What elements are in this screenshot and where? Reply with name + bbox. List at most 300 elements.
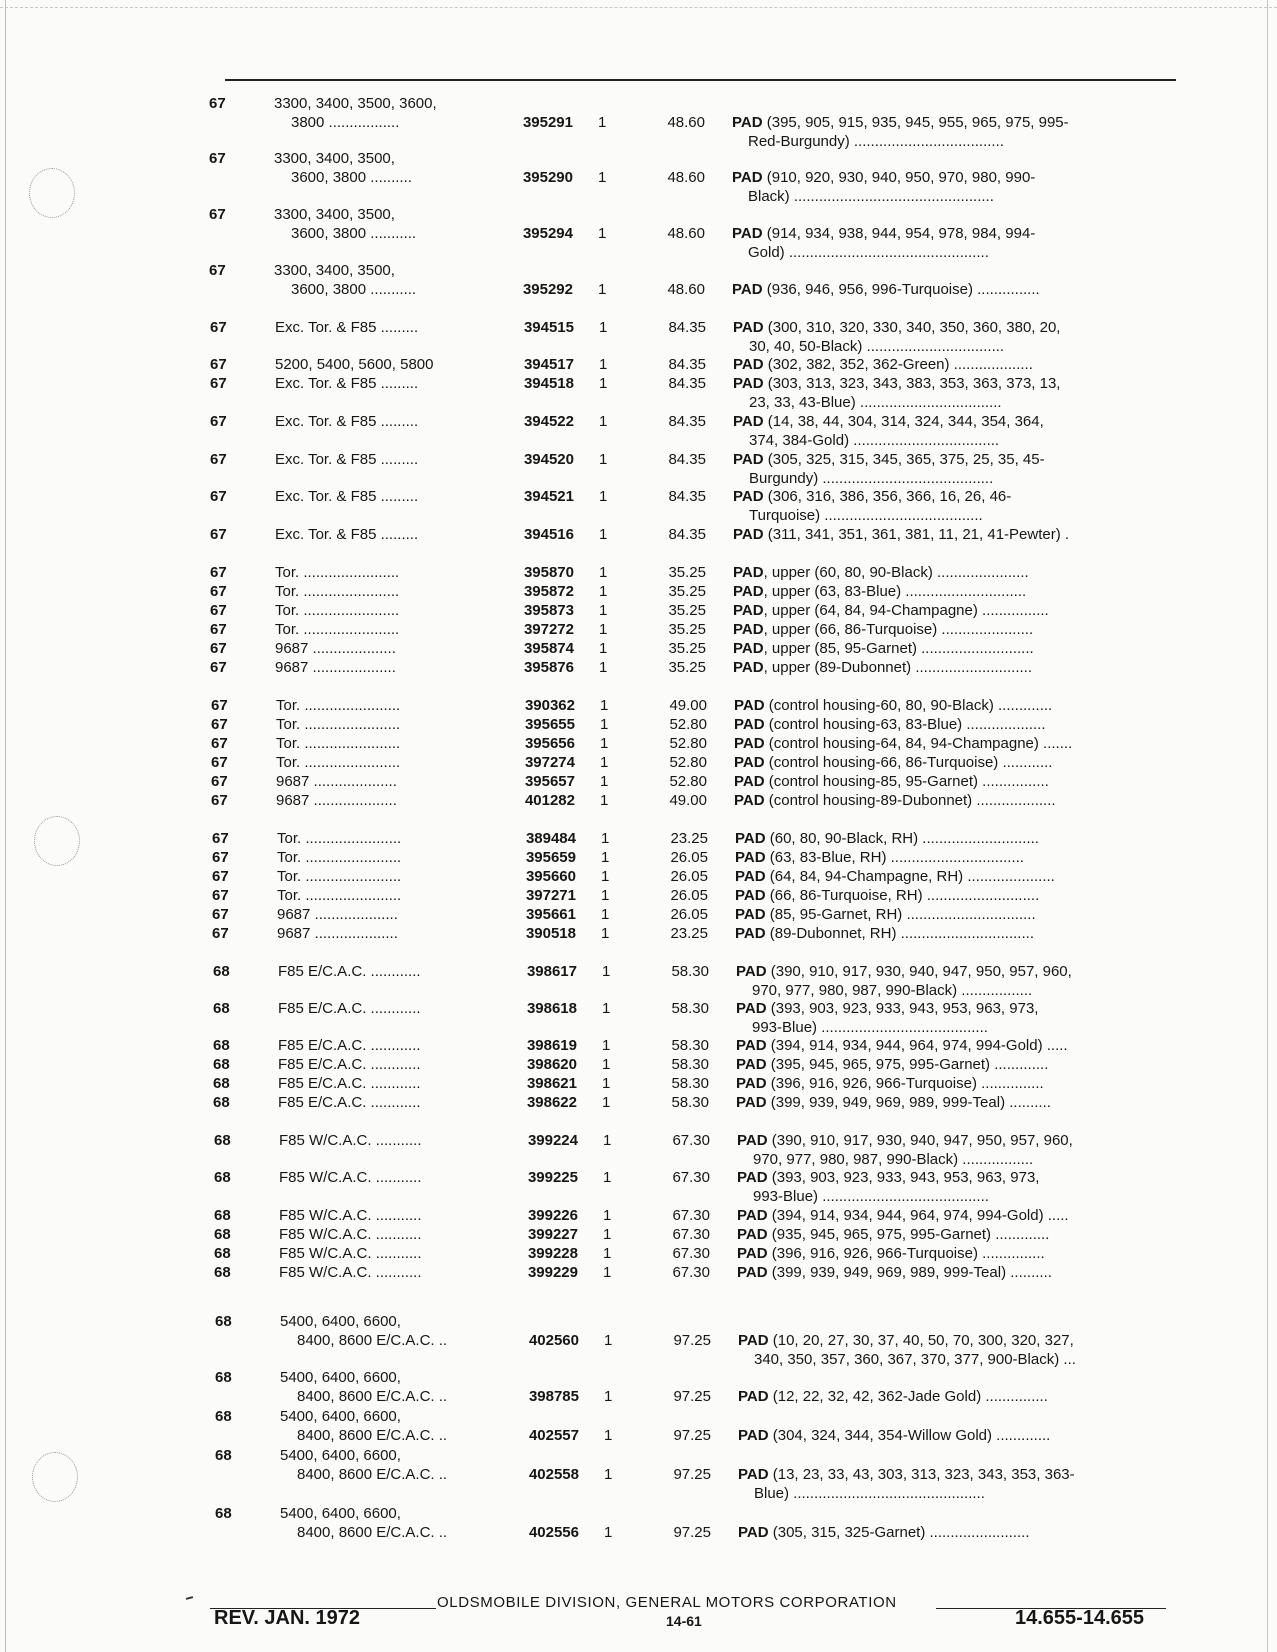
description-text: (399, 939, 949, 969, 989, 999-Teal) .......... (766, 1094, 1051, 1111)
description-line (733, 525, 1173, 544)
description-text: (12, 22, 32, 42, 362-Jade Gold) ............... (768, 1388, 1048, 1405)
quantity: 1 (603, 1264, 612, 1281)
model-year: 68 (215, 1447, 232, 1464)
quantity: 1 (599, 375, 608, 392)
description-line (736, 1074, 1176, 1093)
part-name: PAD (733, 413, 764, 430)
model-year: 68 (213, 1037, 230, 1054)
list-price: 52.80 (669, 735, 707, 752)
model-application: 8400, 8600 E/C.A.C. .. (297, 1524, 448, 1541)
model-application: F85 E/C.A.C. ............ (278, 1094, 421, 1111)
description-line: 30, 40, 50-Black) ................................. (749, 338, 1005, 355)
quantity: 1 (599, 602, 608, 619)
part-description (733, 318, 1173, 356)
part-name: PAD (736, 963, 767, 980)
list-price: 84.35 (668, 413, 706, 430)
model-year: 67 (210, 526, 227, 543)
revision-date: REV. JAN. 1972 (214, 1607, 361, 1629)
part-description (737, 1206, 1177, 1225)
model-application: 5400, 6400, 6600, (280, 1313, 401, 1330)
list-price: 49.00 (669, 792, 707, 809)
part-number: 398785 (528, 1388, 579, 1405)
part-number: 398620 (526, 1056, 577, 1073)
description-line (733, 412, 1173, 431)
page-number: 14-61 (666, 1613, 702, 1629)
description-text: (390, 910, 917, 930, 940, 947, 950, 957, 960, (766, 963, 1072, 980)
part-number: 394521 (523, 488, 574, 505)
quantity: 1 (604, 1332, 613, 1349)
model-application: 9687 .................... (277, 906, 398, 923)
model-application: F85 E/C.A.C. ............ (278, 963, 421, 980)
part-number: 399224 (527, 1132, 578, 1149)
part-name: PAD (738, 1332, 769, 1349)
description-line (733, 374, 1173, 393)
description-line: 340, 350, 357, 360, 367, 370, 377, 900-Black) ... (754, 1351, 1076, 1368)
description-line (735, 829, 1175, 848)
model-year: 68 (214, 1132, 231, 1149)
quantity: 1 (601, 868, 610, 885)
part-description (732, 168, 1172, 206)
part-number: 390518 (525, 925, 576, 942)
list-price: 23.25 (670, 830, 708, 847)
description-text: (89-Dubonnet, RH) ................................ (765, 925, 1034, 942)
description-text: (63, 83-Blue, RH) ................................ (765, 849, 1024, 866)
description-text: (311, 341, 351, 361, 381, 11, 21, 41-Pewter) . (763, 526, 1070, 543)
description-line (734, 753, 1174, 772)
part-name: PAD (733, 640, 764, 657)
part-name: PAD (734, 735, 765, 752)
model-year: 68 (213, 1094, 230, 1111)
list-price: 48.60 (667, 281, 705, 298)
model-application: Tor. ....................... (275, 583, 400, 600)
model-application: 5400, 6400, 6600, (280, 1447, 401, 1464)
quantity: 1 (603, 1132, 612, 1149)
model-application: 5400, 6400, 6600, (280, 1369, 401, 1386)
list-price: 52.80 (669, 773, 707, 790)
list-price: 67.30 (672, 1264, 710, 1281)
part-number: 397272 (523, 621, 574, 638)
description-text: (304, 324, 344, 354-Willow Gold) ............. (768, 1427, 1051, 1444)
list-price: 35.25 (668, 602, 706, 619)
description-text: (control housing-66, 86-Turquoise) ............ (764, 754, 1053, 771)
quantity: 1 (600, 735, 609, 752)
description-line (733, 355, 1173, 374)
description-line (733, 563, 1173, 582)
model-year: 68 (215, 1313, 232, 1330)
model-year: 67 (212, 830, 229, 847)
model-year: 68 (215, 1505, 232, 1522)
description-line (733, 658, 1173, 677)
quantity: 1 (600, 792, 609, 809)
model-year: 68 (214, 1207, 231, 1224)
quantity: 1 (604, 1427, 613, 1444)
part-number: 395294 (522, 225, 573, 242)
part-name: PAD (735, 925, 766, 942)
description-text: (935, 945, 965, 975, 995-Garnet) ............. (767, 1226, 1050, 1243)
list-price: 84.35 (668, 488, 706, 505)
description-line (732, 224, 1172, 243)
part-description (732, 113, 1172, 151)
part-number: 395656 (524, 735, 575, 752)
part-number: 395659 (525, 849, 576, 866)
model-application: 3300, 3400, 3500, (274, 206, 395, 223)
model-year: 67 (211, 697, 228, 714)
description-line (736, 962, 1176, 981)
part-description (733, 620, 1173, 639)
description-line (738, 1426, 1178, 1445)
part-name: PAD (733, 375, 764, 392)
model-application: 8400, 8600 E/C.A.C. .. (297, 1332, 448, 1349)
model-application: Tor. ....................... (277, 830, 402, 847)
model-application: F85 W/C.A.C. ........... (279, 1245, 422, 1262)
model-year: 67 (209, 150, 226, 167)
part-description (738, 1465, 1178, 1503)
description-line (736, 1093, 1176, 1112)
part-name: PAD (733, 451, 764, 468)
description-line (737, 1263, 1177, 1282)
part-number: 399226 (527, 1207, 578, 1224)
model-application: 3600, 3800 ........... (291, 225, 417, 242)
description-text: (914, 934, 938, 944, 954, 978, 984, 994- (762, 225, 1036, 242)
list-price: 84.35 (668, 375, 706, 392)
description-line (733, 318, 1173, 337)
quantity: 1 (599, 659, 608, 676)
list-price: 67.30 (672, 1207, 710, 1224)
quantity: 1 (603, 1245, 612, 1262)
quantity: 1 (602, 1037, 611, 1054)
description-line (736, 1055, 1176, 1074)
quantity: 1 (599, 621, 608, 638)
description-text: , upper (60, 80, 90-Black) ...................... (763, 564, 1029, 581)
part-number: 395873 (523, 602, 574, 619)
part-name: PAD (732, 169, 763, 186)
part-name: PAD (734, 697, 765, 714)
model-application: 9687 .................... (276, 792, 397, 809)
model-year: 67 (211, 735, 228, 752)
part-number: 399225 (527, 1169, 578, 1186)
description-line: 993-Blue) ........................................ (753, 1188, 989, 1205)
quantity: 1 (599, 640, 608, 657)
part-description (734, 734, 1174, 753)
section-reference: 14.655-14.655 (1015, 1607, 1145, 1629)
model-year: 67 (212, 849, 229, 866)
part-description (738, 1331, 1178, 1369)
description-text: (306, 316, 386, 356, 366, 16, 26, 46- (763, 488, 1012, 505)
model-application: 5400, 6400, 6600, (280, 1408, 401, 1425)
model-application: 8400, 8600 E/C.A.C. .. (297, 1427, 448, 1444)
list-price: 26.05 (670, 849, 708, 866)
part-name: PAD (734, 773, 765, 790)
model-year: 67 (209, 206, 226, 223)
part-number: 398622 (526, 1094, 577, 1111)
model-application: F85 E/C.A.C. ............ (278, 1037, 421, 1054)
description-line (733, 450, 1173, 469)
list-price: 67.30 (672, 1132, 710, 1149)
description-text: (305, 325, 315, 345, 365, 375, 25, 35, 45- (763, 451, 1045, 468)
quantity: 1 (599, 356, 608, 373)
quantity: 1 (601, 925, 610, 942)
part-name: PAD (736, 1056, 767, 1073)
model-year: 67 (211, 792, 228, 809)
model-year: 67 (210, 488, 227, 505)
part-description (737, 1244, 1177, 1263)
model-application: 5200, 5400, 5600, 5800 (275, 356, 434, 373)
model-year: 68 (213, 1000, 230, 1017)
part-number: 395291 (522, 114, 573, 131)
model-year: 67 (212, 868, 229, 885)
model-application: 5400, 6400, 6600, (280, 1505, 401, 1522)
part-description (732, 280, 1172, 299)
part-number: 402557 (528, 1427, 579, 1444)
part-name: PAD (735, 887, 766, 904)
model-application: F85 E/C.A.C. ............ (278, 1075, 421, 1092)
quantity: 1 (601, 830, 610, 847)
model-application: F85 W/C.A.C. ........... (279, 1207, 422, 1224)
model-application: 8400, 8600 E/C.A.C. .. (297, 1388, 448, 1405)
list-price: 52.80 (669, 754, 707, 771)
list-price: 35.25 (668, 564, 706, 581)
part-description (733, 639, 1173, 658)
part-description (733, 525, 1173, 544)
quantity: 1 (598, 225, 607, 242)
quantity: 1 (603, 1169, 612, 1186)
part-number: 397274 (524, 754, 575, 771)
description-line (732, 113, 1172, 132)
part-description (735, 829, 1175, 848)
description-line: Gold) ................................................ (748, 244, 989, 261)
description-text: (394, 914, 934, 944, 964, 974, 994-Gold) ..... (766, 1037, 1068, 1054)
part-name: PAD (733, 659, 764, 676)
part-number: 395870 (523, 564, 574, 581)
part-description (734, 715, 1174, 734)
part-number: 399227 (527, 1226, 578, 1243)
description-text: (394, 914, 934, 944, 964, 974, 994-Gold) ..... (767, 1207, 1069, 1224)
description-line (733, 601, 1173, 620)
list-price: 84.35 (668, 319, 706, 336)
list-price: 84.35 (668, 526, 706, 543)
model-application: Exc. Tor. & F85 ......... (275, 526, 419, 543)
part-number: 394522 (523, 413, 574, 430)
description-text: (396, 916, 926, 966-Turquoise) ............... (766, 1075, 1044, 1092)
part-number: 402560 (528, 1332, 579, 1349)
model-year: 68 (213, 963, 230, 980)
model-year: 67 (212, 887, 229, 904)
quantity: 1 (600, 754, 609, 771)
part-number: 398621 (526, 1075, 577, 1092)
list-price: 52.80 (669, 716, 707, 733)
quantity: 1 (601, 887, 610, 904)
model-year: 67 (211, 716, 228, 733)
model-year: 67 (210, 602, 227, 619)
model-application: 9687 .................... (276, 773, 397, 790)
part-description (734, 753, 1174, 772)
description-text: (390, 910, 917, 930, 940, 947, 950, 957, 960, (767, 1132, 1073, 1149)
part-number: 395290 (522, 169, 573, 186)
model-application: Tor. ....................... (277, 849, 402, 866)
footer-division: OLDSMOBILE DIVISION, GENERAL MOTORS CORPORATION (437, 1594, 897, 1611)
part-name: PAD (735, 868, 766, 885)
quantity: 1 (598, 169, 607, 186)
part-name: PAD (737, 1245, 768, 1262)
part-description (735, 905, 1175, 924)
description-line (738, 1465, 1178, 1484)
part-name: PAD (736, 1000, 767, 1017)
part-description (733, 658, 1173, 677)
description-line: Burgundy) ......................................... (749, 470, 994, 487)
model-application: Tor. ....................... (277, 887, 402, 904)
list-price: 58.30 (671, 1037, 709, 1054)
description-text: (305, 315, 325-Garnet) ........................ (768, 1524, 1030, 1541)
part-description (733, 374, 1173, 412)
description-line (735, 924, 1175, 943)
part-name: PAD (736, 1094, 767, 1111)
list-price: 35.25 (668, 621, 706, 638)
description-line (733, 620, 1173, 639)
description-text: (393, 903, 923, 933, 943, 953, 963, 973, (767, 1169, 1040, 1186)
part-description (736, 1055, 1176, 1074)
description-text: (395, 905, 915, 935, 945, 955, 965, 975, 995- (762, 114, 1069, 131)
part-name: PAD (737, 1169, 768, 1186)
description-text: (control housing-63, 83-Blue) ................... (764, 716, 1046, 733)
quantity: 1 (602, 963, 611, 980)
part-description (737, 1225, 1177, 1244)
quantity: 1 (600, 716, 609, 733)
part-number: 395292 (522, 281, 573, 298)
part-number: 395876 (523, 659, 574, 676)
list-price: 35.25 (668, 640, 706, 657)
part-description (736, 1093, 1176, 1112)
part-description (736, 1074, 1176, 1093)
model-application: 3300, 3400, 3500, (274, 262, 395, 279)
part-name: PAD (732, 225, 763, 242)
description-line (738, 1331, 1178, 1350)
part-name: PAD (732, 281, 763, 298)
part-number: 389484 (525, 830, 576, 847)
list-price: 84.35 (668, 451, 706, 468)
description-line: 993-Blue) ........................................ (752, 1019, 988, 1036)
list-price: 97.25 (673, 1332, 711, 1349)
description-text: (13, 23, 33, 43, 303, 313, 323, 343, 353, 363- (768, 1466, 1075, 1483)
list-price: 67.30 (672, 1245, 710, 1262)
description-text: , upper (64, 84, 94-Champagne) ................ (763, 602, 1049, 619)
model-year: 67 (212, 925, 229, 942)
model-application: 3800 ................. (291, 114, 400, 131)
description-text: (14, 38, 44, 304, 314, 324, 344, 354, 364, (763, 413, 1044, 430)
description-line: 970, 977, 980, 987, 990-Black) ................. (753, 1151, 1034, 1168)
description-text: (10, 20, 27, 30, 37, 40, 50, 70, 300, 320, 327, (768, 1332, 1074, 1349)
model-application: F85 W/C.A.C. ........... (279, 1226, 422, 1243)
part-description (735, 867, 1175, 886)
part-number: 394517 (523, 356, 574, 373)
description-text: , upper (66, 86-Turquoise) ...................... (763, 621, 1034, 638)
description-text: (60, 80, 90-Black, RH) ............................ (765, 830, 1039, 847)
quantity: 1 (600, 773, 609, 790)
part-name: PAD (736, 1075, 767, 1092)
description-line (734, 715, 1174, 734)
model-application: Exc. Tor. & F85 ......... (275, 488, 419, 505)
part-number: 395872 (523, 583, 574, 600)
list-price: 23.25 (670, 925, 708, 942)
part-description (738, 1523, 1178, 1542)
list-price: 58.30 (671, 1075, 709, 1092)
part-number: 402558 (528, 1466, 579, 1483)
part-name: PAD (738, 1524, 769, 1541)
part-name: PAD (732, 114, 763, 131)
description-line: 23, 33, 43-Blue) .................................. (749, 394, 1002, 411)
description-line (738, 1387, 1178, 1406)
model-year: 67 (211, 754, 228, 771)
quantity: 1 (599, 583, 608, 600)
quantity: 1 (602, 1000, 611, 1017)
description-line (738, 1523, 1178, 1542)
list-price: 58.30 (671, 1056, 709, 1073)
part-number: 390362 (524, 697, 575, 714)
model-year: 68 (214, 1245, 231, 1262)
model-application: 3300, 3400, 3500, (274, 150, 395, 167)
part-description (734, 696, 1174, 715)
description-line (734, 772, 1174, 791)
quantity: 1 (601, 849, 610, 866)
description-line: 970, 977, 980, 987, 990-Black) ................. (752, 982, 1033, 999)
part-name: PAD (734, 792, 765, 809)
model-application: Tor. ....................... (276, 735, 401, 752)
model-year: 67 (210, 375, 227, 392)
part-description (735, 886, 1175, 905)
model-application: 9687 .................... (275, 640, 396, 657)
quantity: 1 (602, 1094, 611, 1111)
part-description (736, 962, 1176, 1000)
list-price: 97.25 (673, 1524, 711, 1541)
part-number: 399229 (527, 1264, 578, 1281)
model-year: 67 (210, 583, 227, 600)
description-line (735, 886, 1175, 905)
description-line (737, 1244, 1177, 1263)
description-text: (395, 945, 965, 975, 995-Garnet) ............. (766, 1056, 1049, 1073)
part-number: 398617 (526, 963, 577, 980)
list-price: 35.25 (668, 583, 706, 600)
quantity: 1 (599, 413, 608, 430)
description-line: Turquoise) ...................................... (749, 507, 983, 524)
quantity: 1 (600, 697, 609, 714)
part-name: PAD (733, 319, 764, 336)
part-description (733, 601, 1173, 620)
part-description (733, 487, 1173, 525)
part-description (738, 1426, 1178, 1445)
list-price: 58.30 (671, 963, 709, 980)
part-number: 394516 (523, 526, 574, 543)
description-line (735, 905, 1175, 924)
part-name: PAD (735, 906, 766, 923)
part-description (734, 772, 1174, 791)
part-number: 399228 (527, 1245, 578, 1262)
part-name: PAD (733, 621, 764, 638)
description-line (734, 696, 1174, 715)
model-year: 67 (212, 906, 229, 923)
part-name: PAD (733, 602, 764, 619)
part-description (733, 412, 1173, 450)
quantity: 1 (604, 1524, 613, 1541)
model-application: F85 W/C.A.C. ........... (279, 1169, 422, 1186)
list-price: 35.25 (668, 659, 706, 676)
model-application: F85 W/C.A.C. ........... (279, 1264, 422, 1281)
part-description (733, 450, 1173, 488)
model-year: 67 (210, 564, 227, 581)
list-price: 58.30 (671, 1094, 709, 1111)
list-price: 48.60 (667, 225, 705, 242)
list-price: 67.30 (672, 1169, 710, 1186)
part-number: 395660 (525, 868, 576, 885)
description-line (733, 639, 1173, 658)
